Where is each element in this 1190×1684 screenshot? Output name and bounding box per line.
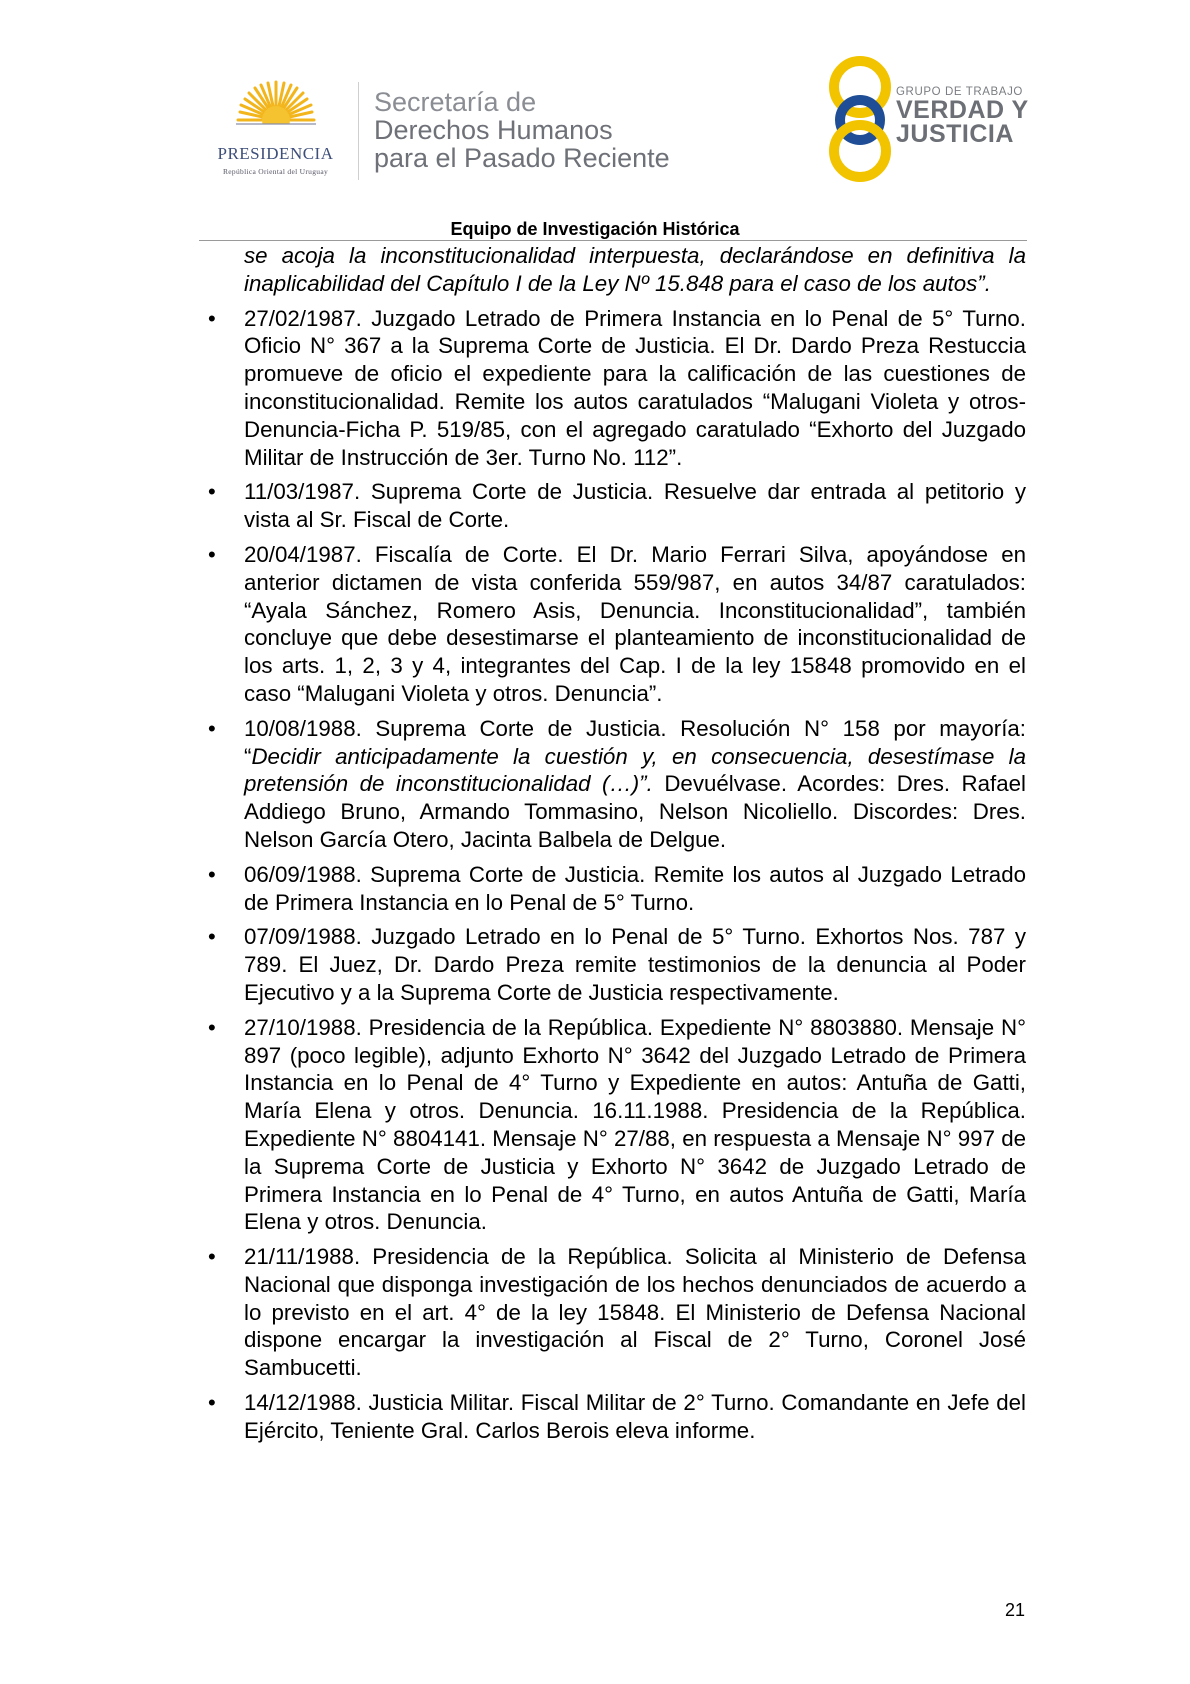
- grupo-line-2: VERDAD Y: [896, 96, 1029, 124]
- presidencia-logo: [198, 80, 353, 180]
- grupo-line-3: JUSTICIA: [896, 120, 1014, 148]
- list-item: [208, 861, 1026, 917]
- entry-text: [244, 715, 1026, 854]
- grupo-line-1: GRUPO DE TRABAJO: [896, 86, 1023, 98]
- entry-text: 20/04/1987. Fiscalía de Corte. El Dr. Mario Ferrari Silva, apoyándose en anterior dictamen de vista conferida 559/987, en autos 34/87 caratulados: “Ayala Sánchez, Romero Asis, Denuncia. Inconstitucionalidad”, también concluye que debe desestimarse el planteamiento de inconstitucionalidad de los arts. 1, 2, 3 y 4, integrantes del Cap. I de la ley 15848 promovido en el caso “Malugani Violeta y otros. Denuncia”.: [244, 541, 1026, 706]
- secretaria-logo-text: [374, 88, 714, 172]
- document-body: [208, 242, 1026, 1452]
- entry-text: 11/03/1987. Suprema Corte de Justicia. Resuelve dar entrada al petitorio y vista al Sr. Fiscal de Corte.: [244, 479, 1026, 533]
- entry-quote-italic: Decidir anticipadamente la cuestión y, en consecuencia, desestímase la pretensión de inconstitucionalidad (…)”.: [244, 743, 1026, 797]
- page-header: [0, 0, 1190, 240]
- bullet: •: [208, 1244, 216, 1270]
- secretaria-line-1: Secretaría de: [374, 87, 537, 117]
- list-item: [208, 1389, 1026, 1445]
- list-item: [208, 715, 1026, 854]
- header-rule: [199, 240, 1027, 241]
- secretaria-line-2: Derechos Humanos: [374, 115, 613, 145]
- entry-text: 06/09/1988. Suprema Corte de Justicia. Remite los autos al Juzgado Letrado de Primera Instancia en lo Penal de 5° Turno.: [244, 861, 1026, 915]
- list-item: [208, 541, 1026, 708]
- bullet: •: [208, 479, 216, 505]
- entry-text: 27/02/1987. Juzgado Letrado de Primera Instancia en lo Penal de 5° Turno. Oficio N° 367 a la Suprema Corte de Justicia. El Dr. Dardo Preza Restuccia promueve de oficio el expediente para la calificación de las cuestiones de inconstitucionalidad. Remite los autos caratulados “Malugani Violeta y otros-Denuncia-Ficha P. 519/85, con el agregado caratulado “Exhorto del Juzgado Militar de Instrucción de 3er. Turno No. 112”.: [244, 305, 1026, 470]
- page-number: 21: [1005, 1600, 1026, 1620]
- rings-icon: [820, 54, 900, 184]
- entry-text: 07/09/1988. Juzgado Letrado en lo Penal de 5° Turno. Exhortos Nos. 787 y 789. El Juez, Dr. Dardo Preza remite testimonios de la denuncia al Poder Ejecutivo y a la Suprema Corte de Justicia respectivamente.: [244, 924, 1026, 1005]
- intro-quote: se acoja la inconstitucionalidad interpuesta, declarándose en definitiva la inaplicabilidad del Capítulo I de la Ley Nº 15.848 para el caso de los autos”.: [244, 243, 1026, 296]
- entry-text-end: Devuélvase. Acordes: Dres. Rafael Addiego Bruno, Armando Tommasino, Nelson Nicoliello. Discordes: Dres. Nelson García Otero, Jacinta Balbela de Delgue.: [244, 771, 1026, 852]
- list-item: [208, 305, 1026, 472]
- bullet: •: [208, 1014, 216, 1040]
- grupo-trabajo-logo: [820, 54, 1040, 184]
- entry-text: 14/12/1988. Justicia Militar. Fiscal Militar de 2° Turno. Comandante en Jefe del Ejército, Teniente Gral. Carlos Berois eleva informe.: [244, 1390, 1026, 1443]
- secretaria-line-3: para el Pasado Reciente: [374, 143, 670, 173]
- header-divider: [358, 82, 359, 180]
- list-item: [208, 478, 1026, 534]
- list-item: [208, 923, 1026, 1006]
- presidencia-title: PRESIDENCIA: [217, 144, 334, 163]
- entry-text-start: 10/08/1988. Suprema Corte de Justicia. Resolución N° 158 por mayoría: “: [244, 715, 1026, 769]
- bullet: •: [208, 1390, 216, 1416]
- bullet: •: [208, 715, 216, 741]
- entry-text: 21/11/1988. Presidencia de la República. Solicita al Ministerio de Defensa Nacional que disponga investigación de los hechos denunciados de acuerdo a lo previsto en el art. 4° de la ley 15848. El Ministerio de Defensa Nacional dispone encargar la investigación al Fiscal de 2° Turno, Coronel José Sambucetti.: [244, 1244, 1026, 1381]
- bullet: •: [208, 861, 216, 887]
- bullet: •: [208, 305, 216, 331]
- list-item: [208, 1243, 1026, 1382]
- bullet: •: [208, 541, 216, 567]
- presidencia-subtitle: República Oriental del Uruguay: [222, 167, 328, 176]
- entry-text: 27/10/1988. Presidencia de la República. Expediente N° 8803880. Mensaje N° 897 (poco legible), adjunto Exhorto N° 3642 del Juzgado Letrado de Primera Instancia en lo Penal de 4° Turno y Expediente en autos: Antuña de Gatti, María Elena y otros. Denuncia. 16.11.1988. Presidencia de la República. Expediente N° 8804141. Mensaje N° 27/88, en respuesta a Mensaje N° 997 de la Suprema Corte de Justicia y Exhorto N° 3642 de Juzgado Letrado de Primera Instancia en lo Penal de 4° Turno, en autos Antuña de Gatti, María Elena y otros. Denuncia.: [244, 1014, 1026, 1235]
- list-item: [208, 1014, 1026, 1236]
- running-title: Equipo de Investigación Histórica: [450, 219, 740, 239]
- bullet: •: [208, 924, 216, 950]
